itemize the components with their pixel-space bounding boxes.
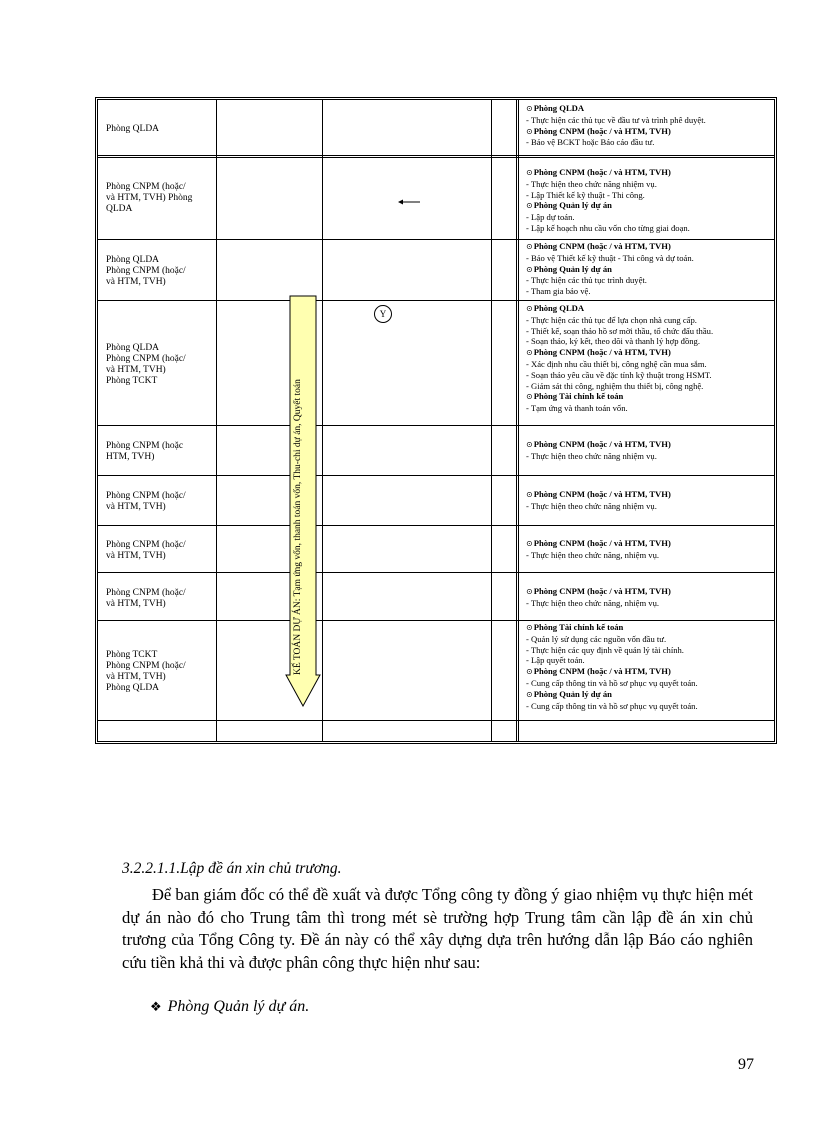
circle-dot-icon: ⊙ (526, 168, 533, 177)
desc-cell (526, 489, 776, 512)
row-line (98, 475, 774, 476)
desc-text: - Tạm ứng và thanh toán vốn. (526, 403, 628, 414)
desc-line (526, 403, 776, 414)
table-divider (98, 155, 774, 158)
unit-cell: Phòng CNPM (hoặc/ và HTM, TVH) Phòng QLDA (106, 182, 193, 214)
desc-cell (526, 167, 776, 234)
row-line (98, 720, 774, 721)
desc-line (526, 336, 776, 347)
desc-line (526, 381, 776, 392)
desc-text: - Tham gia bảo vệ. (526, 286, 591, 297)
desc-text: Phòng Tài chính kế toán (533, 391, 624, 402)
desc-heading (526, 303, 776, 315)
desc-heading (526, 689, 776, 701)
desc-text: Phòng CNPM (hoặc / và HTM, TVH) (533, 489, 671, 499)
desc-text: - Lập dự toán. (526, 212, 575, 223)
desc-text: Phòng CNPM (hoặc / và HTM, TVH) (533, 666, 671, 677)
desc-text: - Lập quyết toán. (526, 655, 585, 666)
y-marker-icon: Y (374, 305, 392, 323)
process-table (95, 97, 777, 744)
desc-cell (526, 622, 776, 711)
col-line (216, 100, 217, 741)
unit-cell: Phòng CNPM (hoặc/ và HTM, TVH) (106, 540, 186, 561)
desc-text: - Quản lý sử dụng các nguồn vốn đầu tư. (526, 633, 667, 644)
desc-line (526, 275, 776, 286)
circle-dot-icon: ⊙ (526, 126, 533, 136)
desc-line (526, 190, 776, 201)
row-line (98, 239, 774, 240)
desc-heading (526, 241, 776, 253)
circle-dot-icon: ⊙ (526, 667, 533, 677)
row-line (98, 425, 774, 426)
left-arrow-icon (398, 192, 420, 198)
desc-text: - Thực hiện các quy định về quản lý tài chính. (526, 644, 684, 655)
circle-dot-icon: ⊙ (526, 689, 533, 699)
desc-text: Phòng Quản lý dự án (533, 688, 612, 699)
desc-text: - Thực hiện theo chức năng nhiệm vụ. (526, 450, 657, 461)
desc-text: - Thiết kế, soạn thảo hồ sơ mời thầu, tổ chức đấu thầu. (526, 325, 714, 336)
desc-text: Phòng QLDA (533, 103, 585, 113)
circle-dot-icon: ⊙ (526, 201, 533, 211)
unit-cell: Phòng CNPM (hoặc/ và HTM, TVH) (106, 491, 186, 512)
desc-line (526, 451, 776, 462)
circle-dot-icon: ⊙ (526, 490, 533, 499)
desc-text: Phòng CNPM (hoặc / và HTM, TVH) (533, 125, 671, 136)
desc-line (526, 645, 776, 656)
circle-dot-icon: ⊙ (526, 587, 533, 596)
desc-line (526, 598, 776, 609)
desc-cell (526, 586, 776, 609)
desc-text: - Lập Thiết kế kỹ thuật - Thi công. (526, 189, 645, 200)
unit-cell: Phòng QLDA Phòng CNPM (hoặc/ và HTM, TVH) Phòng TCKT (106, 343, 186, 386)
circle-dot-icon: ⊙ (526, 623, 533, 632)
desc-line (526, 223, 776, 234)
desc-text: - Lập kế hoạch nhu cầu vốn cho từng giai đoạn. (526, 222, 690, 233)
desc-heading (526, 126, 776, 138)
col-line (491, 100, 492, 741)
desc-heading (526, 103, 776, 115)
desc-line (526, 550, 776, 561)
desc-text: - Soạn thảo yêu cầu về đặc tính kỹ thuật trong HSMT. (526, 369, 712, 380)
desc-text: - Thực hiện các thủ tục để lựa chọn nhà cung cấp. (526, 314, 697, 325)
desc-cell (526, 439, 776, 462)
desc-heading (526, 622, 776, 634)
desc-heading (526, 391, 776, 403)
desc-line (526, 115, 776, 126)
desc-text: Phòng CNPM (hoặc / và HTM, TVH) (533, 586, 671, 596)
desc-line (526, 655, 776, 666)
arrow-label: KẾ TOÁN DỰ ÁN: Tạm ứng vốn, thanh toán vốn, Thu-chi dự án, Quyết toán (293, 379, 303, 675)
desc-heading (526, 489, 776, 501)
col-line (516, 100, 519, 741)
desc-heading (526, 586, 776, 598)
desc-line (526, 370, 776, 381)
desc-line (526, 326, 776, 337)
unit-cell: Phòng TCKT Phòng CNPM (hoặc/ và HTM, TVH) Phòng QLDA (106, 650, 186, 693)
desc-line (526, 286, 776, 297)
desc-line (526, 501, 776, 512)
desc-text: Phòng CNPM (hoặc / và HTM, TVH) (533, 347, 671, 358)
desc-cell (526, 103, 776, 148)
row-line (98, 300, 774, 301)
diamond-bullet-icon: ❖ (150, 1000, 162, 1015)
page-number: 97 (738, 1056, 754, 1073)
circle-dot-icon: ⊙ (526, 104, 533, 113)
desc-text: - Bảo vệ BCKT hoặc Báo cáo đầu tư. (526, 137, 655, 148)
desc-line (526, 137, 776, 148)
desc-heading (526, 666, 776, 678)
desc-text: Phòng CNPM (hoặc / và HTM, TVH) (533, 167, 671, 177)
unit-cell: Phòng CNPM (hoặc/ và HTM, TVH) (106, 588, 186, 609)
accounting-flow-arrow (285, 295, 321, 707)
unit-cell: Phòng QLDA (106, 124, 160, 134)
desc-text: Phòng Tài chính kế toán (533, 622, 624, 632)
desc-cell (526, 241, 776, 297)
desc-text: - Thực hiện theo chức năng, nhiệm vụ. (526, 549, 660, 560)
desc-text: Phòng CNPM (hoặc / và HTM, TVH) (533, 241, 671, 251)
desc-line (526, 253, 776, 264)
unit-cell: Phòng CNPM (hoặc HTM, TVH) (106, 441, 184, 462)
col-line (322, 100, 323, 741)
desc-line (526, 701, 776, 712)
desc-line (526, 359, 776, 370)
desc-heading (526, 439, 776, 451)
circle-dot-icon: ⊙ (526, 242, 533, 251)
circle-dot-icon: ⊙ (526, 264, 533, 274)
bullet-text: Phòng Quản lý dự án. (167, 998, 310, 1015)
row-line (98, 620, 774, 621)
desc-text: - Cung cấp thông tin và hồ sơ phục vụ quyết toán. (526, 700, 698, 711)
desc-text: - Thực hiện theo chức năng nhiệm vụ. (526, 178, 657, 189)
desc-text: Phòng Quản lý dự án (533, 263, 612, 274)
desc-line (526, 315, 776, 326)
section-heading: 3.2.2.1.1.Lập đề án xin chủ trương. (122, 860, 342, 877)
circle-dot-icon: ⊙ (526, 304, 533, 313)
desc-heading (526, 200, 776, 212)
desc-text: - Thực hiện các thủ tục trình duyệt. (526, 275, 647, 286)
desc-text: - Giám sát thi công, nghiệm thu thiết bị, công nghệ. (526, 380, 704, 391)
desc-text: Phòng QLDA (533, 303, 585, 313)
desc-line (526, 634, 776, 645)
desc-line (526, 212, 776, 223)
desc-text: - Soạn thảo, ký kết, theo dõi và thanh lý hợp đồng. (526, 336, 701, 347)
row-line (98, 525, 774, 526)
desc-text: Phòng CNPM (hoặc / và HTM, TVH) (533, 439, 671, 449)
circle-dot-icon: ⊙ (526, 440, 533, 449)
desc-text: - Thực hiện theo chức năng nhiệm vụ. (526, 500, 657, 511)
desc-heading (526, 167, 776, 179)
circle-dot-icon: ⊙ (526, 392, 533, 402)
desc-text: Phòng CNPM (hoặc / và HTM, TVH) (533, 538, 671, 548)
desc-heading (526, 264, 776, 276)
unit-cell: Phòng QLDA Phòng CNPM (hoặc/ và HTM, TVH) (106, 255, 186, 287)
desc-line (526, 678, 776, 689)
desc-heading (526, 538, 776, 550)
desc-text: Phòng Quản lý dự án (533, 200, 612, 211)
circle-dot-icon: ⊙ (526, 539, 533, 548)
desc-cell (526, 303, 776, 414)
body-paragraph: Để ban giám đốc có thể đề xuất và được Tổng công ty đồng ý giao nhiệm vụ thực hiện mét dự án nào đó cho Trung tâm thì trong mét sè trường hợp Trung tâm cần lập đề án xin chủ trương của Tổng Công ty. Đề án này có thể xây dựng dựa trên hướng dẫn lập Báo cáo nghiên cứu tiền khả thi và được phân công thực hiện như sau: (122, 885, 753, 972)
circle-dot-icon: ⊙ (526, 348, 533, 358)
desc-text: - Bảo vệ Thiết kế kỹ thuật - Thi công và dự toán. (526, 252, 694, 263)
desc-text: - Thực hiện các thủ tục về đầu tư và trình phê duyệt. (526, 114, 706, 125)
desc-cell (526, 538, 776, 561)
desc-text: - Xác định nhu cầu thiết bị, công nghệ cần mua sắm. (526, 358, 707, 369)
desc-heading (526, 347, 776, 359)
bullet-item (150, 998, 309, 1016)
desc-text: - Cung cấp thông tin và hồ sơ phục vụ quyết toán. (526, 677, 698, 688)
desc-line (526, 179, 776, 190)
desc-text: - Thực hiện theo chức năng, nhiệm vụ. (526, 597, 660, 608)
row-line (98, 572, 774, 573)
